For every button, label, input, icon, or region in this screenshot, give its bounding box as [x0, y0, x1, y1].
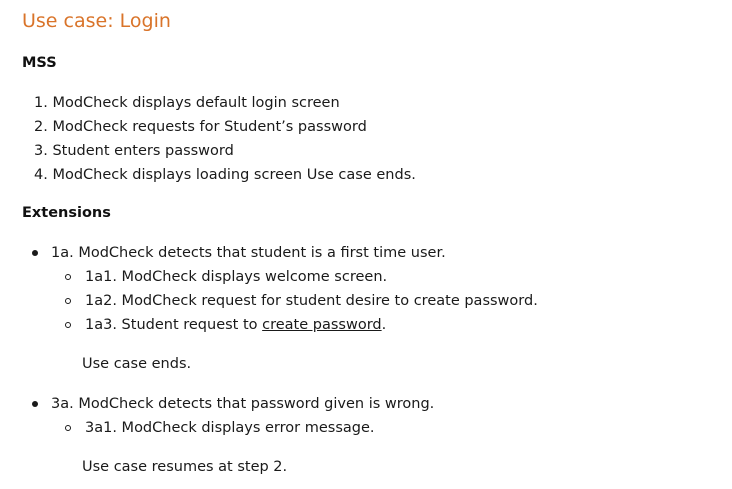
- mss-step-3: [34, 141, 234, 161]
- extension-subitem-1a2: 1a2. ModCheck request for student desire to create password.: [85, 293, 538, 309]
- subitem-text: 1a3. Student request to: [85, 317, 263, 333]
- extension-subitem-1a3: [85, 315, 386, 335]
- step-text: ModCheck displays loading screen Use case ends.: [52, 167, 416, 183]
- bullet-circle-icon: [65, 322, 71, 328]
- step-number: 1.: [34, 95, 48, 111]
- extension-subitem-3a1: 3a1. ModCheck displays error message.: [85, 420, 375, 436]
- step-text: ModCheck displays default login screen: [52, 95, 340, 111]
- step-number: 3.: [34, 143, 48, 159]
- extension-item-3a: 3a. ModCheck detects that password given is wrong.: [51, 396, 435, 412]
- extension-item-1a: 1a. ModCheck detects that student is a first time user.: [51, 245, 446, 261]
- mss-heading: MSS: [22, 55, 57, 71]
- bullet-circle-icon: [65, 298, 71, 304]
- bullet-dot-icon: [32, 250, 38, 256]
- step-text: Student enters password: [52, 143, 234, 159]
- extension-subitem-1a1: 1a1. ModCheck displays welcome screen.: [85, 269, 388, 285]
- extension-3a-note: Use case resumes at step 2.: [82, 459, 288, 475]
- page-title: Use case: Login: [22, 10, 171, 32]
- extensions-heading: Extensions: [22, 205, 111, 221]
- step-number: 4.: [34, 167, 48, 183]
- mss-step-4: [34, 165, 416, 185]
- bullet-circle-icon: [65, 274, 71, 280]
- step-text: ModCheck requests for Student’s password: [52, 119, 367, 135]
- step-number: 2.: [34, 119, 48, 135]
- bullet-circle-icon: [65, 425, 71, 431]
- bullet-dot-icon: [32, 401, 38, 407]
- extension-1a-note: Use case ends.: [82, 356, 192, 372]
- mss-step-2: [34, 117, 367, 137]
- mss-step-1: [34, 93, 340, 113]
- create-password-link[interactable]: create password: [262, 317, 382, 333]
- subitem-text-end: .: [381, 317, 387, 333]
